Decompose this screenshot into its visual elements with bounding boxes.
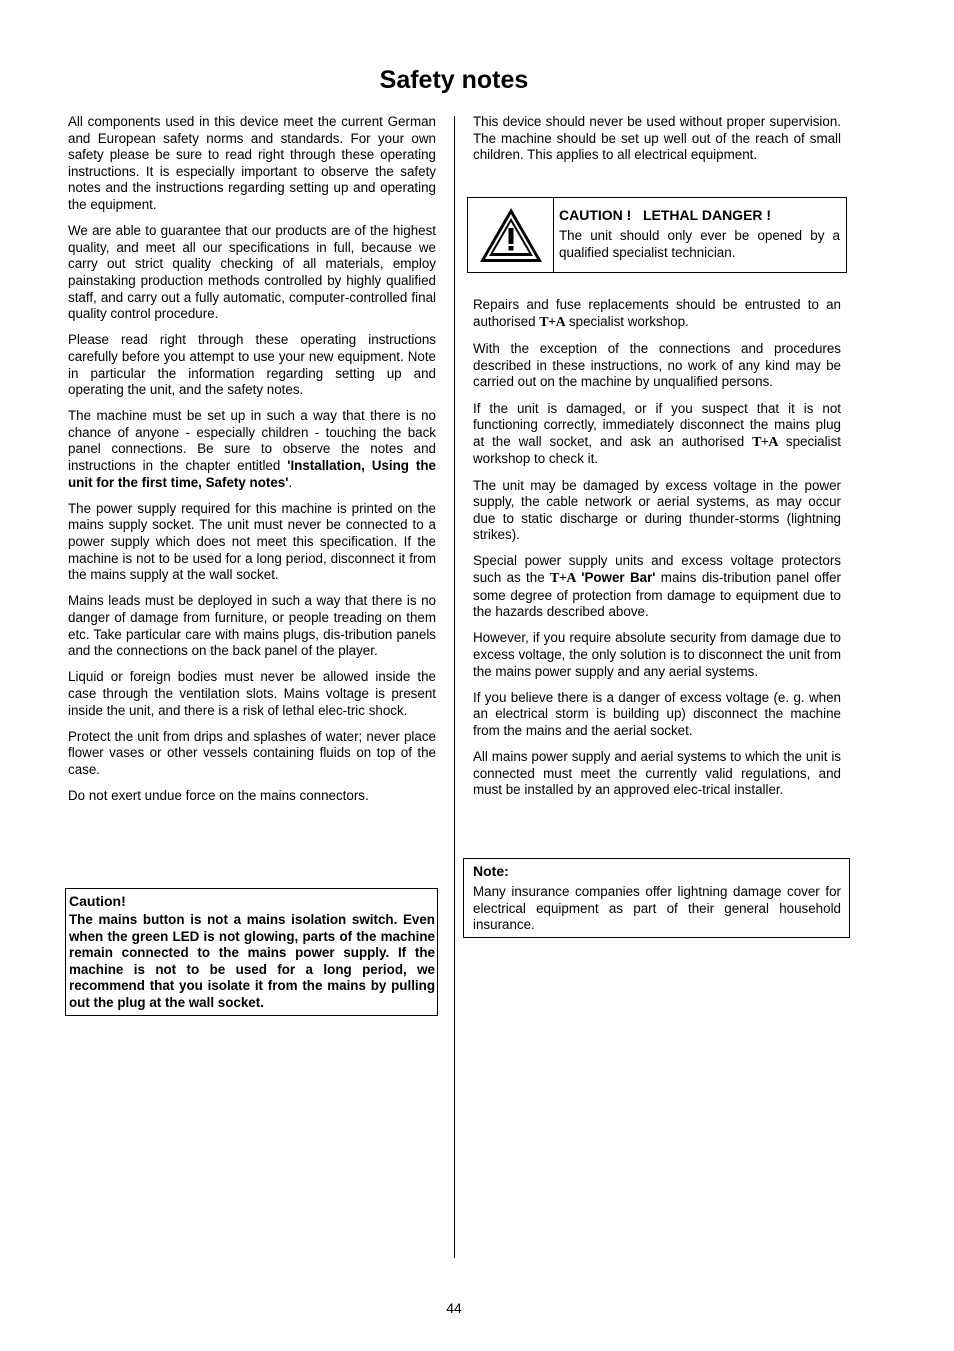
warning-triangle-icon xyxy=(468,198,554,272)
paragraph: This device should never be used without proper supervision. The machine should be set up well out of the reach of small children. This applies to all electrical equipment. xyxy=(473,114,841,163)
paragraph xyxy=(473,401,841,468)
brand-logo: T+A xyxy=(550,571,576,587)
lethal-danger-box xyxy=(467,197,847,273)
paragraph: Liquid or foreign bodies must never be allowed inside the case through the ventilation slots. Mains voltage is present inside the unit, and there is a risk of lethal elec-tric shock. xyxy=(68,669,436,718)
caution-box xyxy=(65,888,438,1016)
paragraph: However, if you require absolute security from damage due to excess voltage, the only solution is to disconnect the unit from the mains power supply and any aerial systems. xyxy=(473,630,841,679)
text-span: specialist workshop to check it. xyxy=(473,433,841,467)
paragraph: Do not exert undue force on the mains connectors. xyxy=(68,788,369,804)
column-divider xyxy=(454,116,455,1258)
chapter-reference: 'Installation, Using the unit for the first time, Safety notes' xyxy=(68,458,436,490)
paragraph xyxy=(68,408,436,491)
danger-body: The unit should only ever be opened by a qualified specialist technician. xyxy=(559,228,840,260)
page-title: Safety notes xyxy=(379,66,529,94)
text-span: The machine must be set up in such a way that there is no chance of anyone - especially children - touching the back panel connections. Be sure to observe the notes and instructions in the chapter entitled xyxy=(68,408,436,474)
danger-text xyxy=(554,198,846,272)
page-number: 44 xyxy=(446,1300,462,1316)
danger-heading: CAUTION ! LETHAL DANGER ! xyxy=(559,207,772,223)
brand-logo: T+A xyxy=(539,314,566,330)
paragraph: With the exception of the connections and procedures described in these instructions, no work of any kind may be carried out on the machine by unqualified persons. xyxy=(473,341,841,390)
note-box xyxy=(463,858,850,938)
caution-heading: Caution! xyxy=(69,893,126,909)
left-column xyxy=(68,114,436,814)
text-span: Repairs and fuse replacements should be entrusted to an authorised xyxy=(473,297,841,329)
paragraph xyxy=(473,297,841,331)
paragraph: The unit may be damaged by excess voltage in the power supply, the cable network or aerial systems, as may occur due to static discharge or during thunder-storms (lightning strikes). xyxy=(473,477,841,543)
text-span: specialist workshop. xyxy=(565,313,689,329)
paragraph: We are able to guarantee that our products are of the highest quality, and meet all our specifications in full, because we carry out strict quality checking of all materials, employ painstaking production methods controlled by highly qualified staff, and carry out a fully automatic, computer-controlled final quality control procedure. xyxy=(68,223,436,322)
note-body: Many insurance companies offer lightning damage cover for electrical equipment as part of their general household insurance. xyxy=(473,884,841,933)
paragraph: Mains leads must be deployed in such a way that there is no danger of damage from furniture, or people treading on them etc. Take particular care with mains plugs, dis-tribution panels and the connections on the back panel of the player. xyxy=(68,593,436,659)
note-heading: Note: xyxy=(473,863,509,879)
paragraph xyxy=(473,553,841,620)
caution-body: The mains button is not a mains isolation switch. Even when the green LED is not glowing, parts of the machine remain connected to the mains power supply. If the machine is not to be used for a long period, we recommend that you isolate it from the mains by pulling out the plug at the wall socket. xyxy=(69,912,435,1010)
text-span: . xyxy=(288,474,293,490)
text-span: mains dis-tribution panel offer some degree of protection from damage to equipment due to the hazards described above. xyxy=(473,570,841,620)
paragraph: Protect the unit from drips and splashes of water; never place flower vases or other vessels containing fluids on top of the case. xyxy=(68,728,436,777)
product-name: 'Power Bar' xyxy=(581,570,656,586)
paragraph: Please read right through these operating instructions carefully before you attempt to use your new equipment. Note in particular the information regarding setting up and operating the unit, and the safety notes. xyxy=(68,332,436,398)
paragraph: All components used in this device meet the current German and European safety norms and standards. For your own safety please be sure to read right through these operating instructions. It is especially important to observe the safety notes and the instructions regarding setting up and operating the equipment. xyxy=(68,114,436,212)
paragraph: All mains power supply and aerial systems to which the unit is connected must meet the currently valid regulations, and must be installed by an approved elec-trical installer. xyxy=(473,749,841,798)
paragraph: If you believe there is a danger of excess voltage (e. g. when an electrical storm is building up) disconnect the machine from the mains and the aerial socket. xyxy=(473,689,841,738)
text-span: Special power supply units and excess voltage protectors such as the xyxy=(473,553,841,586)
brand-logo: T+A xyxy=(752,434,779,450)
text-span: If the unit is damaged, or if you suspect that it is not functioning correctly, immediately disconnect the mains plug at the wall socket, and ask an authorised xyxy=(473,400,841,449)
paragraph: The power supply required for this machine is printed on the mains supply socket. The unit must never be connected to a power supply which does not meet this specification. If the machine is not to be used for a long period, disconnect it from the mains supply at the wall socket. xyxy=(68,500,436,583)
